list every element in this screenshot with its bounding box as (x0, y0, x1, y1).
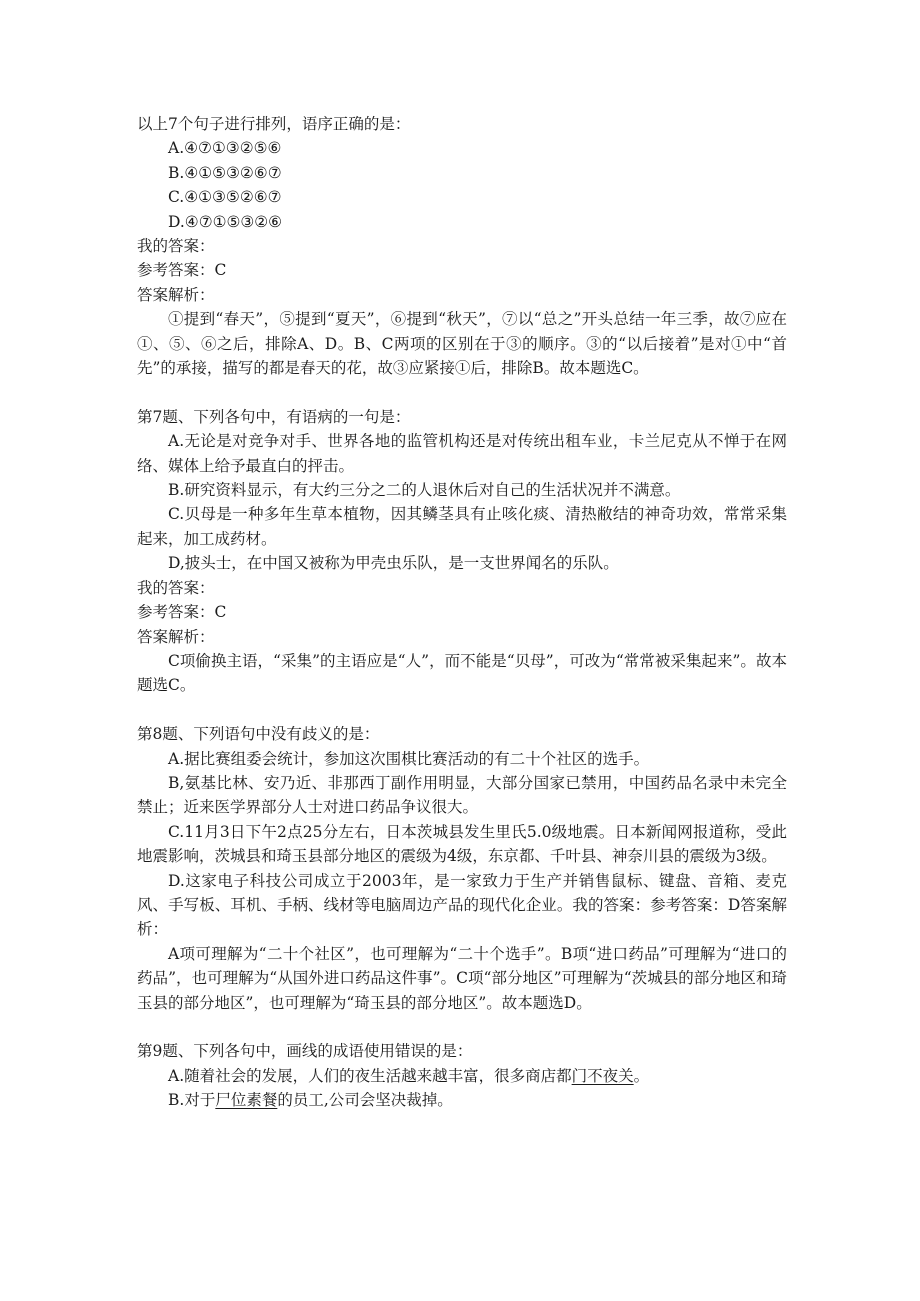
q7-analysis-label: 答案解析： (137, 627, 215, 646)
q7-title: 第7题、下列各句中，有语病的一句是： (137, 407, 411, 426)
q8-title: 第8题、下列语句中没有歧义的是： (137, 725, 380, 744)
q8-option-d: D.这家电子科技公司成立于2003年，是一家致力于生产并销售鼠标、键盘、音箱、麦克风、手写板、耳机、手柄、线材等电脑周边产品的现代化企业。我的答案：参考答案：D答案解析： (137, 871, 787, 939)
q7-option-d: D,披头士，在中国又被称为甲壳虫乐队，是一支世界闻名的乐队。 (168, 554, 619, 573)
q6-my-answer: 我的答案： (137, 237, 215, 256)
q9-option-b-after: 的员工,公司会坚决裁掉。 (277, 1091, 453, 1110)
q7-option-c: C.贝母是一种多年生草本植物，因其鳞茎具有止咳化痰、清热敝结的神奇功效，常常采集起来，加工成药材。 (137, 505, 787, 548)
q6-option-b: B.④①⑤③②⑥⑦ (168, 163, 282, 182)
q7-my-answer: 我的答案： (137, 578, 215, 597)
q9-option-a (137, 1064, 787, 1088)
q9-option-b-underlined-idiom: 尸位素餐 (215, 1091, 278, 1110)
q6-option-d: D.④⑦①⑤③②⑥ (168, 212, 283, 231)
q9-option-a-underlined-idiom: 门不夜关 (571, 1066, 634, 1085)
q6-analysis-text: ①提到“春天”，⑤提到“夏天”，⑥提到“秋天”，⑦以“总之”开头总结一年三季，故⑦应在①、⑤、⑥之后，排除A、D。B、C两项的区别在于③的顺序。③的“以后接着”是对①中“首先”的承接，描写的都是春天的花，故③应紧接①后，排除B。故本题选C。 (137, 310, 787, 378)
q9-option-b (137, 1088, 787, 1112)
q9-option-a-before: A.随着社会的发展，人们的夜生活越来越丰富，很多商店都 (168, 1066, 572, 1085)
q7-option-b: B.研究资料显示，有大约三分之二的人退休后对自己的生活状况并不满意。 (168, 481, 681, 500)
q6-option-c: C.④①③⑤②⑥⑦ (168, 188, 282, 207)
q8-option-c: C.11月3日下午2点25分左右，日本茨城县发生里氏5.0级地震。日本新闻网报道称，受此地震影响，茨城县和琦玉县部分地区的震级为4级，东京都、千叶县、神奈川县的震级为3级。 (137, 822, 787, 866)
q8-analysis-text: A项可理解为“二十个社区”，也可理解为“二十个选手”。B项“进口药品”可理解为“进口的药品”，也可理解为“从国外进口药品这件事”。C项“部分地区”可理解为“茨城县的部分地区和琦玉县的部分地区”，也可理解为“琦玉县的部分地区”。故本题选D。 (137, 944, 787, 1012)
q9-option-a-after: 。 (633, 1066, 650, 1085)
q9-title: 第9题、下列各句中，画线的成语使用错误的是： (137, 1042, 473, 1061)
q7-analysis-text: C项偷换主语，“采集”的主语应是“人”，而不能是“贝母”，可改为“常常被采集起来”。故本题选C。 (137, 651, 787, 695)
q6-analysis-label: 答案解析： (137, 285, 215, 304)
q6-stem-tail: 以上7个句子进行排列，语序正确的是： (137, 115, 411, 133)
q8-option-b: B,氨基比林、安乃近、非那西丁副作用明显，大部分国家已禁用，中国药品名录中未完全禁止；近来医学界部分人士对进口药品争议很大。 (137, 773, 787, 817)
document-page (137, 112, 787, 1113)
q9-option-b-before: B.对于 (168, 1091, 216, 1110)
q7-reference-answer: 参考答案：C (137, 603, 227, 622)
q8-option-a: A.据比赛组委会统计，参加这次围棋比赛活动的有二十个社区的选手。 (168, 749, 650, 768)
q6-option-a: A.④⑦①③②⑤⑥ (168, 139, 282, 158)
q6-reference-answer: 参考答案：C (137, 261, 227, 280)
q7-option-a: A.无论是对竞争对手、世界各地的监管机构还是对传统出租车业，卡兰尼克从不惮于在网络、媒体上给予最直白的抨击。 (137, 432, 787, 475)
